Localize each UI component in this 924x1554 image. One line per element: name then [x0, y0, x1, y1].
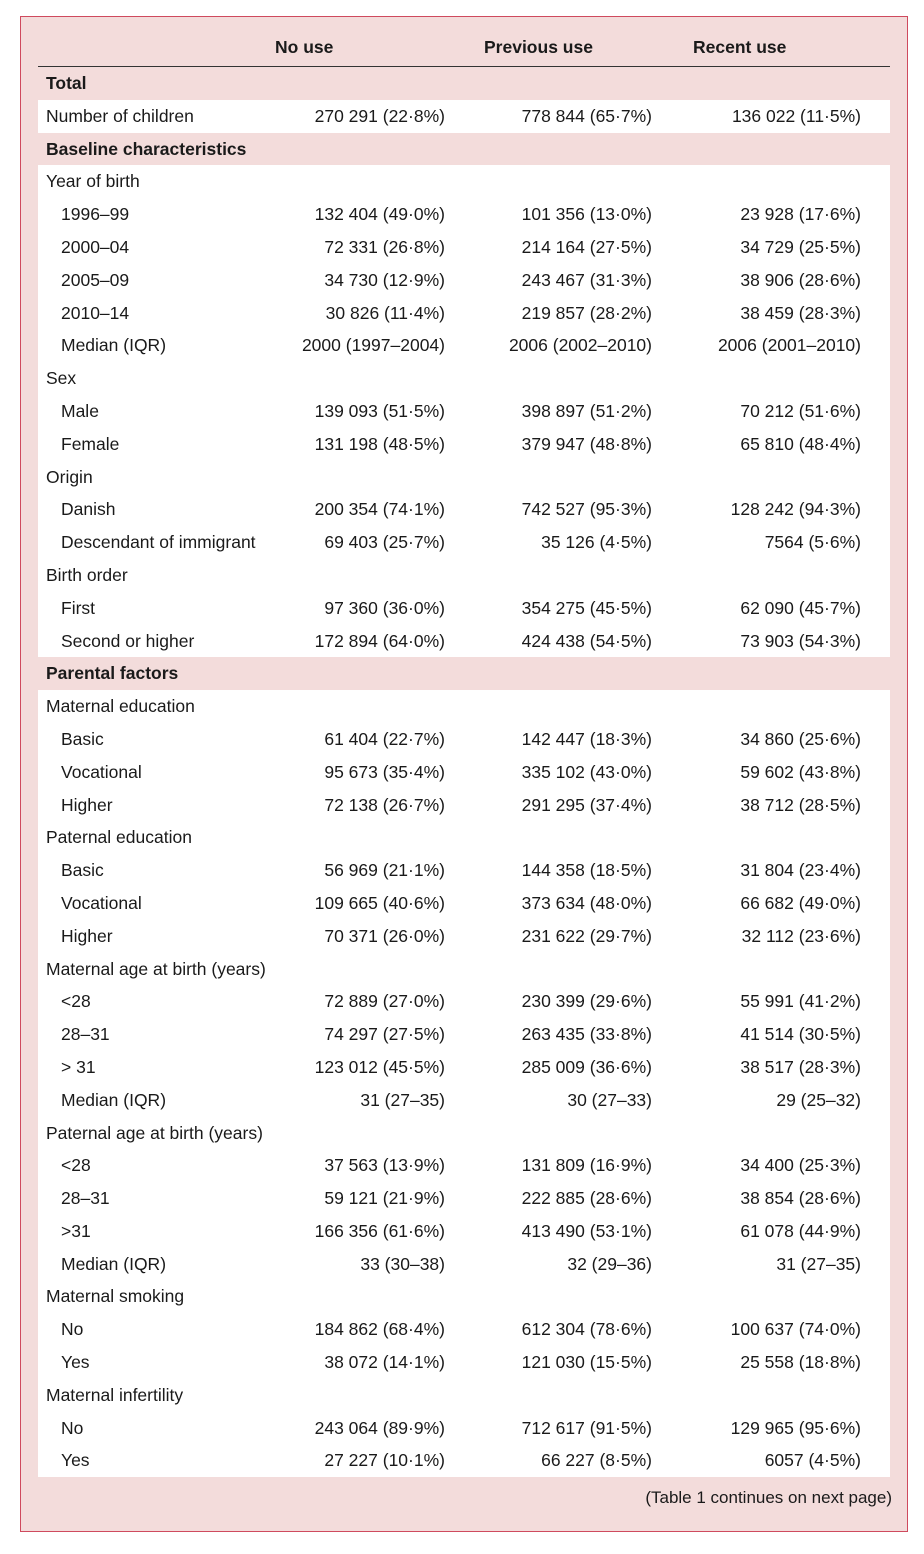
cell-recent-use: 59 602 (43·8%) — [740, 761, 861, 782]
table-row — [38, 1215, 890, 1248]
subgroup-row — [38, 1117, 890, 1150]
row-label: <28 — [61, 1155, 91, 1176]
row-label: Second or higher — [61, 630, 195, 651]
subgroup-label: Year of birth — [46, 171, 140, 192]
subgroup-label: Maternal smoking — [46, 1286, 185, 1307]
subgroup-row — [38, 690, 890, 723]
cell-previous-use: 379 947 (48·8%) — [521, 433, 652, 454]
cell-previous-use: 30 (27–33) — [567, 1089, 652, 1110]
table-row — [38, 920, 890, 953]
section-heading-row — [38, 67, 890, 100]
subgroup-label: Birth order — [46, 564, 128, 585]
cell-recent-use: 6057 (4·5%) — [764, 1450, 861, 1471]
subgroup-row — [38, 953, 890, 986]
cell-previous-use: 424 438 (54·5%) — [521, 630, 652, 651]
header-recent-use: Recent use — [693, 37, 787, 57]
row-label: Vocational — [61, 892, 142, 913]
row-label: Male — [61, 400, 99, 421]
cell-previous-use: 214 164 (27·5%) — [521, 236, 652, 257]
cell-previous-use: 612 304 (78·6%) — [521, 1319, 652, 1340]
cell-recent-use: 25 558 (18·8%) — [740, 1352, 861, 1373]
table-footnote: (Table 1 continues on next page) — [645, 1488, 892, 1507]
table-row — [38, 1084, 890, 1117]
header-previous-use: Previous use — [484, 37, 593, 57]
table-row — [38, 1313, 890, 1346]
section-heading: Parental factors — [46, 663, 179, 684]
cell-recent-use: 128 242 (94·3%) — [730, 499, 861, 520]
cell-no-use: 97 360 (36·0%) — [324, 597, 445, 618]
cell-no-use: 59 121 (21·9%) — [324, 1188, 445, 1209]
section-heading-row — [38, 657, 890, 690]
row-label: Median (IQR) — [61, 1089, 167, 1110]
subgroup-label: Origin — [46, 466, 93, 487]
cell-recent-use: 41 514 (30·5%) — [740, 1024, 861, 1045]
cell-no-use: 139 093 (51·5%) — [314, 400, 445, 421]
cell-recent-use: 129 965 (95·6%) — [730, 1417, 861, 1438]
subgroup-label: Maternal infertility — [46, 1384, 184, 1405]
cell-recent-use: 2006 (2001–2010) — [717, 335, 861, 356]
subgroup-row — [38, 1280, 890, 1313]
row-label: 2000–04 — [61, 236, 130, 257]
table-row — [38, 854, 890, 887]
section-heading-row — [38, 133, 890, 166]
table-row — [38, 198, 890, 231]
subgroup-row — [38, 165, 890, 198]
cell-no-use: 132 404 (49·0%) — [314, 204, 445, 225]
row-label: > 31 — [61, 1056, 96, 1077]
cell-previous-use: 222 885 (28·6%) — [521, 1188, 652, 1209]
cell-no-use: 37 563 (13·9%) — [324, 1155, 445, 1176]
table-row — [38, 395, 890, 428]
cell-previous-use: 398 897 (51·2%) — [521, 400, 652, 421]
row-label: Higher — [61, 925, 113, 946]
cell-recent-use: 38 517 (28·3%) — [740, 1056, 861, 1077]
cell-no-use: 172 894 (64·0%) — [314, 630, 445, 651]
row-label: Yes — [61, 1450, 90, 1471]
cell-previous-use: 742 527 (95·3%) — [521, 499, 652, 520]
table-row — [38, 887, 890, 920]
table-row — [38, 1412, 890, 1445]
cell-recent-use: 65 810 (48·4%) — [740, 433, 861, 454]
table-row — [38, 526, 890, 559]
subgroup-label: Sex — [46, 368, 77, 389]
cell-recent-use: 55 991 (41·2%) — [740, 991, 861, 1012]
cell-previous-use: 219 857 (28·2%) — [521, 302, 652, 323]
table-header — [38, 28, 890, 67]
cell-recent-use: 32 112 (23·6%) — [741, 925, 861, 946]
section-heading: Total — [46, 73, 87, 93]
row-label: Number of children — [46, 105, 194, 126]
cell-recent-use: 31 804 (23·4%) — [740, 860, 861, 881]
subgroup-row — [38, 362, 890, 395]
cell-no-use: 38 072 (14·1%) — [324, 1352, 445, 1373]
cell-no-use: 166 356 (61·6%) — [314, 1220, 445, 1241]
cell-no-use: 70 371 (26·0%) — [324, 925, 445, 946]
subgroup-row — [38, 1379, 890, 1412]
cell-previous-use: 778 844 (65·7%) — [521, 105, 652, 126]
row-label: Median (IQR) — [61, 1253, 167, 1274]
cell-recent-use: 61 078 (44·9%) — [740, 1220, 861, 1241]
table-row — [38, 985, 890, 1018]
cell-previous-use: 131 809 (16·9%) — [521, 1155, 652, 1176]
subgroup-label: Maternal education — [46, 696, 195, 717]
table-row — [38, 493, 890, 526]
cell-previous-use: 413 490 (53·1%) — [521, 1220, 652, 1241]
table-body — [38, 67, 890, 1477]
table-row — [38, 297, 890, 330]
cell-no-use: 34 730 (12·9%) — [324, 269, 445, 290]
cell-recent-use: 38 459 (28·3%) — [740, 302, 861, 323]
cell-previous-use: 230 399 (29·6%) — [521, 991, 652, 1012]
cell-previous-use: 35 126 (4·5%) — [541, 532, 652, 553]
cell-previous-use: 66 227 (8·5%) — [541, 1450, 652, 1471]
row-label: No — [61, 1319, 84, 1340]
cell-no-use: 95 673 (35·4%) — [324, 761, 445, 782]
row-label: Basic — [61, 860, 104, 881]
row-label: Higher — [61, 794, 113, 815]
cell-no-use: 31 (27–35) — [360, 1089, 445, 1110]
cell-no-use: 72 138 (26·7%) — [324, 794, 445, 815]
subgroup-row — [38, 461, 890, 494]
row-label: No — [61, 1417, 84, 1438]
row-label: Danish — [61, 499, 116, 520]
cell-no-use: 109 665 (40·6%) — [314, 892, 445, 913]
table-row — [38, 329, 890, 362]
cell-no-use: 56 969 (21·1%) — [324, 860, 445, 881]
row-label: Median (IQR) — [61, 335, 167, 356]
cell-no-use: 270 291 (22·8%) — [314, 105, 445, 126]
row-label: Female — [61, 433, 120, 454]
cell-previous-use: 373 634 (48·0%) — [521, 892, 652, 913]
cell-recent-use: 73 903 (54·3%) — [740, 630, 861, 651]
cell-previous-use: 263 435 (33·8%) — [521, 1024, 652, 1045]
cell-recent-use: 100 637 (74·0%) — [730, 1319, 861, 1340]
table-row — [38, 1149, 890, 1182]
cell-no-use: 69 403 (25·7%) — [324, 532, 445, 553]
table-row — [38, 1051, 890, 1084]
row-label: Basic — [61, 728, 104, 749]
cell-no-use: 2000 (1997–2004) — [301, 335, 445, 356]
table-row — [38, 592, 890, 625]
subgroup-row — [38, 821, 890, 854]
table-row — [38, 100, 890, 133]
subgroup-row — [38, 559, 890, 592]
cell-no-use: 33 (30–38) — [360, 1253, 445, 1274]
row-label: <28 — [61, 991, 91, 1012]
cell-previous-use: 231 622 (29·7%) — [521, 925, 652, 946]
row-label: Yes — [61, 1352, 90, 1373]
cell-recent-use: 38 906 (28·6%) — [740, 269, 861, 290]
row-label: 28–31 — [61, 1188, 110, 1209]
cell-no-use: 61 404 (22·7%) — [324, 728, 445, 749]
cell-no-use: 123 012 (45·5%) — [314, 1056, 445, 1077]
cell-previous-use: 142 447 (18·3%) — [521, 728, 652, 749]
section-heading: Baseline characteristics — [46, 138, 247, 159]
cell-previous-use: 712 617 (91·5%) — [521, 1417, 652, 1438]
subgroup-label: Paternal education — [46, 827, 192, 848]
cell-recent-use: 66 682 (49·0%) — [740, 892, 861, 913]
row-label: >31 — [61, 1220, 91, 1241]
cell-previous-use: 144 358 (18·5%) — [521, 860, 652, 881]
table-row — [38, 625, 890, 658]
cell-recent-use: 34 860 (25·6%) — [740, 728, 861, 749]
header-no-use: No use — [275, 37, 334, 57]
row-label: Vocational — [61, 761, 142, 782]
cell-recent-use: 29 (25–32) — [776, 1089, 861, 1110]
cell-no-use: 30 826 (11·4%) — [325, 302, 445, 323]
table-row — [38, 231, 890, 264]
cell-previous-use: 2006 (2002–2010) — [508, 335, 652, 356]
subgroup-label: Maternal age at birth (years) — [46, 958, 266, 979]
cell-no-use: 72 889 (27·0%) — [324, 991, 445, 1012]
cell-recent-use: 34 729 (25·5%) — [740, 236, 861, 257]
cell-recent-use: 136 022 (11·5%) — [731, 105, 861, 126]
cell-no-use: 243 064 (89·9%) — [314, 1417, 445, 1438]
cell-no-use: 200 354 (74·1%) — [314, 499, 445, 520]
cell-recent-use: 38 712 (28·5%) — [740, 794, 861, 815]
cell-recent-use: 70 212 (51·6%) — [740, 400, 861, 421]
table-row — [38, 428, 890, 461]
cell-no-use: 131 198 (48·5%) — [314, 433, 445, 454]
cell-no-use: 184 862 (68·4%) — [314, 1319, 445, 1340]
row-label: 28–31 — [61, 1024, 110, 1045]
cell-previous-use: 291 295 (37·4%) — [521, 794, 652, 815]
subgroup-label: Paternal age at birth (years) — [46, 1122, 263, 1143]
cell-no-use: 72 331 (26·8%) — [324, 236, 445, 257]
table-row — [38, 756, 890, 789]
row-label: 2005–09 — [61, 269, 130, 290]
table-row — [38, 723, 890, 756]
cell-previous-use: 335 102 (43·0%) — [521, 761, 652, 782]
cell-recent-use: 62 090 (45·7%) — [740, 597, 861, 618]
cell-no-use: 74 297 (27·5%) — [324, 1024, 445, 1045]
cell-no-use: 27 227 (10·1%) — [324, 1450, 445, 1471]
cell-previous-use: 32 (29–36) — [567, 1253, 652, 1274]
table-row — [38, 1346, 890, 1379]
row-label: Descendant of immigrant — [61, 532, 256, 553]
table-row — [38, 1182, 890, 1215]
cell-recent-use: 34 400 (25·3%) — [740, 1155, 861, 1176]
table-row — [38, 1018, 890, 1051]
row-label: 2010–14 — [61, 302, 130, 323]
cell-previous-use: 121 030 (15·5%) — [521, 1352, 652, 1373]
table-row — [38, 1248, 890, 1281]
data-table — [38, 28, 890, 1477]
cell-previous-use: 354 275 (45·5%) — [521, 597, 652, 618]
cell-recent-use: 31 (27–35) — [776, 1253, 861, 1274]
cell-previous-use: 285 009 (36·6%) — [521, 1056, 652, 1077]
table-row — [38, 789, 890, 822]
cell-recent-use: 7564 (5·6%) — [764, 532, 861, 553]
table-row — [38, 264, 890, 297]
row-label: First — [61, 597, 96, 618]
cell-previous-use: 243 467 (31·3%) — [521, 269, 652, 290]
cell-recent-use: 38 854 (28·6%) — [740, 1188, 861, 1209]
cell-recent-use: 23 928 (17·6%) — [740, 204, 861, 225]
row-label: 1996–99 — [61, 204, 130, 225]
cell-previous-use: 101 356 (13·0%) — [521, 204, 652, 225]
table-row — [38, 1444, 890, 1477]
